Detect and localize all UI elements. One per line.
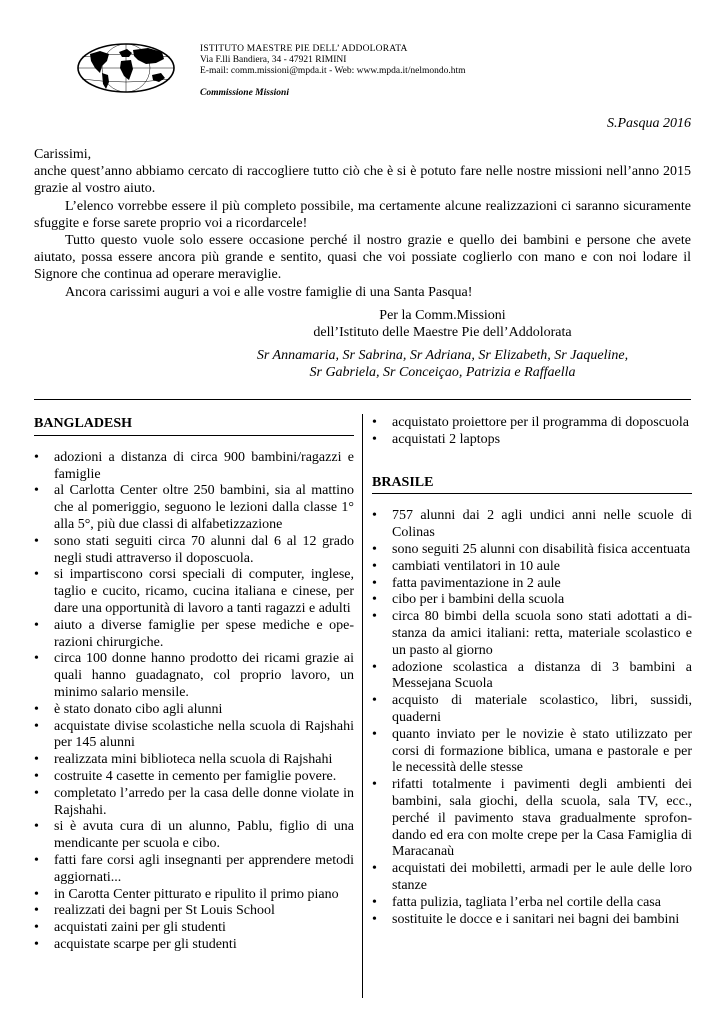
section-divider — [34, 399, 691, 400]
list-item: • acquistato proiettore per il programma di doposcuola — [372, 415, 692, 432]
letter-date: S.Pasqua 2016 — [607, 116, 691, 131]
paragraph-3: Tutto questo vuole solo essere occasione perché il nostro grazie e quello dei bambini e persone che avete aiutato, possa essere ancora più grande e sentito, quasi che voi possiate coglierlo con mano e con noi lodare il Signore che continua ad operare meraviglie. — [34, 233, 691, 283]
list-item: • fatta pulizia, tagliata l’erba nel cortile della casa — [372, 895, 692, 912]
list-item: • si è avuta cura di un alunno, Pablu, figlio di una mendicante per scuola e cibo. — [34, 819, 354, 853]
list-item: • è stato donato cibo agli alunni — [34, 702, 354, 719]
list-item: • realizzati dei bagni per St Louis School — [34, 903, 354, 920]
list-item: • in Carotta Center pitturato e ripulito il primo piano — [34, 887, 354, 904]
list-item: • costruite 4 casette in cemento per famiglie povere. — [34, 769, 354, 786]
list-item: • acquistati 2 laptops — [372, 432, 692, 449]
signature-line-2: dell’Istituto delle Maestre Pie dell’Addolorata — [313, 325, 572, 341]
bangladesh-list-continued — [372, 415, 692, 449]
list-item: • sono stati seguiti circa 70 alunni dal 6 al 12 grado negli studi attraverso il doposcuola. — [34, 534, 354, 568]
institute-contact: E-mail: comm.missioni@mpda.it - Web: www.mpda.it/nelmondo.htm — [200, 66, 466, 76]
list-item: • aiuto a diverse famiglie per spese mediche e operazioni chirurgiche. — [34, 618, 354, 652]
signatories-line-2: Sr Gabriela, Sr Conceiçao, Patrizia e Raffaella — [309, 365, 576, 381]
bangladesh-list — [34, 450, 354, 954]
list-item: • circa 80 bimbi della scuola sono stati adottati a distanza da amici italiani: retta, materiale scolastico e un pasto al giorno — [372, 609, 692, 659]
section-title-brasile: BRASILE — [372, 475, 692, 495]
signature-block — [194, 307, 691, 382]
commission-name: Commissione Missioni — [200, 88, 289, 98]
list-item: • acquistate scarpe per gli studenti — [34, 937, 354, 954]
letter-body — [34, 146, 691, 382]
paragraph-2: L’elenco vorrebbe essere il più completo possibile, ma certamente alcune realizzazioni ci saranno sicuramente sfuggite e forse sarete proprio voi a ricordarcele! — [34, 198, 691, 231]
brasile-list — [372, 508, 692, 928]
list-item: • acquistati dei mobiletti, armadi per le aule delle loro stanze — [372, 861, 692, 895]
left-column — [34, 416, 354, 954]
list-item: • acquistate divise scolastiche nella scuola di Rajshahi per 145 alunni — [34, 719, 354, 753]
list-item: • adozioni a distanza di circa 900 bambini/ragazzi e famiglie — [34, 450, 354, 484]
world-map-globe-icon — [76, 42, 176, 94]
list-item: • cambiati ventilatori in 10 aule — [372, 559, 692, 576]
section-title-bangladesh: BANGLADESH — [34, 416, 354, 436]
institute-address: Via F.lli Bandiera, 34 - 47921 RIMINI — [200, 55, 347, 65]
list-item: • 757 alunni dai 2 agli undici anni nelle scuole di Colinas — [372, 508, 692, 542]
greeting: Carissimi, — [34, 147, 92, 162]
list-item: • circa 100 donne hanno prodotto dei ricami grazie ai quali hanno guadagnato, col proprio lavoro, un minimo salario mensile. — [34, 651, 354, 701]
list-item: • quanto inviato per le novizie è stato utilizzato per corsi di formazione biblica, umana e pastorale e per le necessità delle stesse — [372, 727, 692, 777]
signatories-line-1: Sr Annamaria, Sr Sabrina, Sr Adriana, Sr Elizabeth, Sr Jaqueline, — [256, 348, 629, 364]
list-item: • completato l’arredo per la casa delle donne violate in Rajshahi. — [34, 786, 354, 820]
list-item: • si impartiscono corsi speciali di computer, inglese, taglio e cucito, ricamo, cucina italiana e cinese, per dare una opportunità di lavoro a tanti ragazzi e adulti — [34, 567, 354, 617]
list-item: • realizzata mini biblioteca nella scuola di Rajshahi — [34, 752, 354, 769]
list-item: • fatta pavimentazione in 2 aule — [372, 576, 692, 593]
right-column — [372, 415, 692, 928]
list-item: • rifatti totalmente i pavimenti degli ambienti dei bambini, sala giochi, della scuola, sala TV, ecc., perché il pavimento stava gradualmente sprofondando ed era con molte crepe per la Casa Famiglia di Maracanaù — [372, 777, 692, 861]
signatories — [194, 347, 691, 381]
letterhead — [200, 44, 466, 99]
list-item: • acquisto di materiale scolastico, libri, sussidi, quaderni — [372, 693, 692, 727]
list-item: • al Carlotta Center oltre 250 bambini, sia al mattino che al pomeriggio, seguono le lezioni dalla classe 1° alla 5°, più due classi di alfabetizzazione — [34, 483, 354, 533]
list-item: • sostituite le docce e i sanitari nei bagni dei bambini — [372, 912, 692, 929]
institute-name: ISTITUTO MAESTRE PIE DELL’ ADDOLORATA — [200, 44, 408, 54]
column-separator — [362, 414, 363, 998]
list-item: • cibo per i bambini della scuola — [372, 592, 692, 609]
list-item: • sono seguiti 25 alunni con disabilità fisica accentuata — [372, 542, 692, 559]
signature-line-1: Per la Comm.Missioni — [379, 307, 506, 323]
paragraph-4: Ancora carissimi auguri a voi e alle vostre famiglie di una Santa Pasqua! — [65, 284, 473, 300]
list-item: • acquistati zaini per gli studenti — [34, 920, 354, 937]
paragraph-1: anche quest’anno abbiamo cercato di raccogliere tutto ciò che è si è potuto fare nelle nostre missioni nell’anno 2015 grazie al vostro aiuto. — [34, 164, 691, 197]
list-item: • fatti fare corsi agli insegnanti per apprendere metodi aggiornati... — [34, 853, 354, 887]
list-item: • adozione scolastica a distanza di 3 bambini a Messejana Scuola — [372, 660, 692, 694]
